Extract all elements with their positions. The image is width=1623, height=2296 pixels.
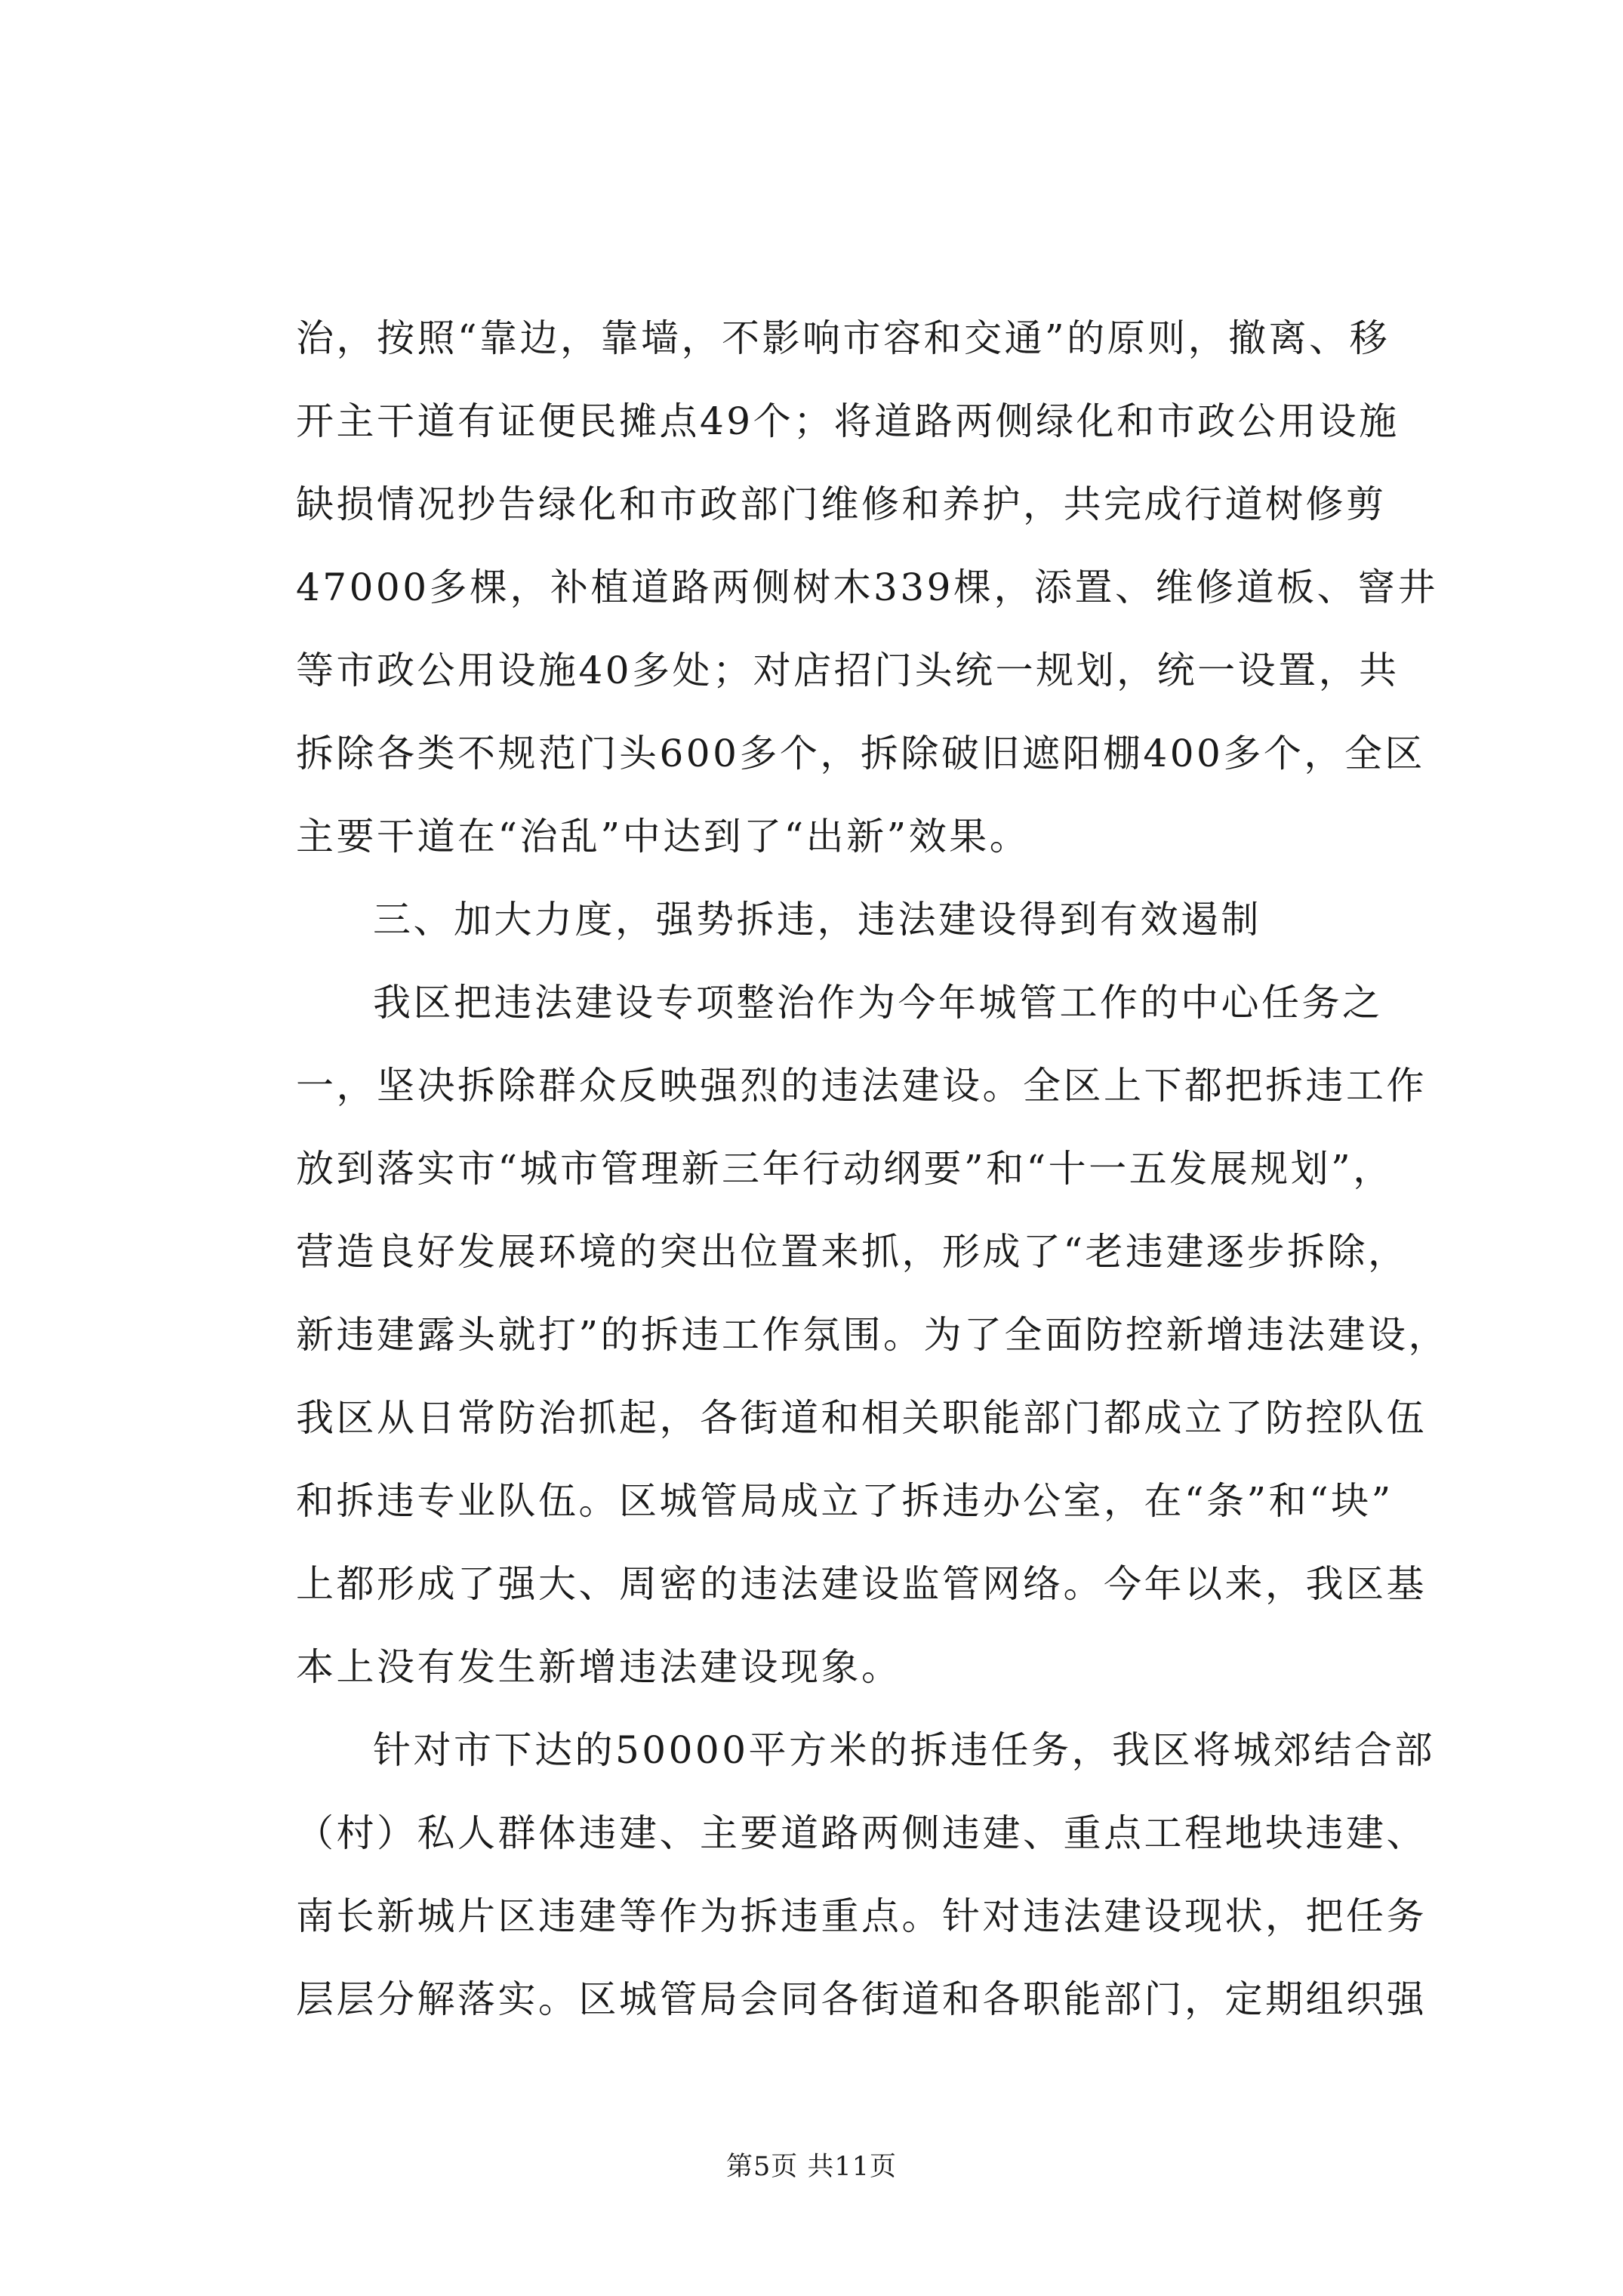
body-line: （村）私人群体违建、主要道路两侧违建、重点工程地块违建、 bbox=[296, 1811, 1427, 1855]
body-line: 南长新城片区违建等作为拆违重点。针对违法建设现状，把任务 bbox=[296, 1894, 1427, 1938]
body-line: 新违建露头就打”的拆违工作氛围。为了全面防控新增违法建设， bbox=[296, 1313, 1449, 1357]
body-line: 上都形成了强大、周密的违法建设监管网络。今年以来，我区基 bbox=[296, 1562, 1427, 1606]
body-line: 等市政公用设施40多处；对店招门头统一规划，统一设置，共 bbox=[296, 649, 1400, 692]
body-line: 和拆违专业队伍。区城管局成立了拆违办公室，在“条”和“块” bbox=[296, 1479, 1394, 1523]
body-line: 一，坚决拆除群众反映强烈的违法建设。全区上下都把拆违工作 bbox=[296, 1064, 1427, 1108]
body-line: 治，按照“靠边，靠墙，不影响市容和交通”的原则，撤离、移 bbox=[296, 316, 1390, 360]
body-line: 放到落实市“城市管理新三年行动纲要”和“十一五发展规划”， bbox=[296, 1147, 1394, 1191]
body-line: 我区从日常防治抓起，各街道和相关职能部门都成立了防控队伍 bbox=[296, 1396, 1427, 1440]
body-line: 主要干道在“治乱”中达到了“出新”效果。 bbox=[296, 815, 1030, 858]
paragraph-first-line: 针对市下达的50000平方米的拆违任务，我区将城郊结合部 bbox=[373, 1728, 1436, 1772]
body-line: 开主干道有证便民摊点49个；将道路两侧绿化和市政公用设施 bbox=[296, 399, 1400, 443]
body-line: 缺损情况抄告绿化和市政部门维修和养护，共完成行道树修剪 bbox=[296, 482, 1387, 526]
page-footer: 第5页 共11页 bbox=[726, 2152, 897, 2182]
body-line: 层层分解落实。区城管局会同各街道和各职能部门，定期组织强 bbox=[296, 1977, 1427, 2021]
body-line: 拆除各类不规范门头600多个，拆除破旧遮阳棚400多个，全区 bbox=[296, 732, 1425, 775]
paragraph-first-line: 我区把违法建设专项整治作为今年城管工作的中心任务之 bbox=[373, 981, 1383, 1025]
section-heading: 三、加大力度，强势拆违，违法建设得到有效遏制 bbox=[373, 898, 1261, 942]
body-line: 47000多棵，补植道路两侧树木339棵，添置、维修道板、窨井 bbox=[296, 566, 1438, 609]
body-line: 本上没有发生新增违法建设现象。 bbox=[296, 1645, 902, 1689]
body-line: 营造良好发展环境的突出位置来抓，形成了“老违建逐步拆除， bbox=[296, 1230, 1409, 1274]
